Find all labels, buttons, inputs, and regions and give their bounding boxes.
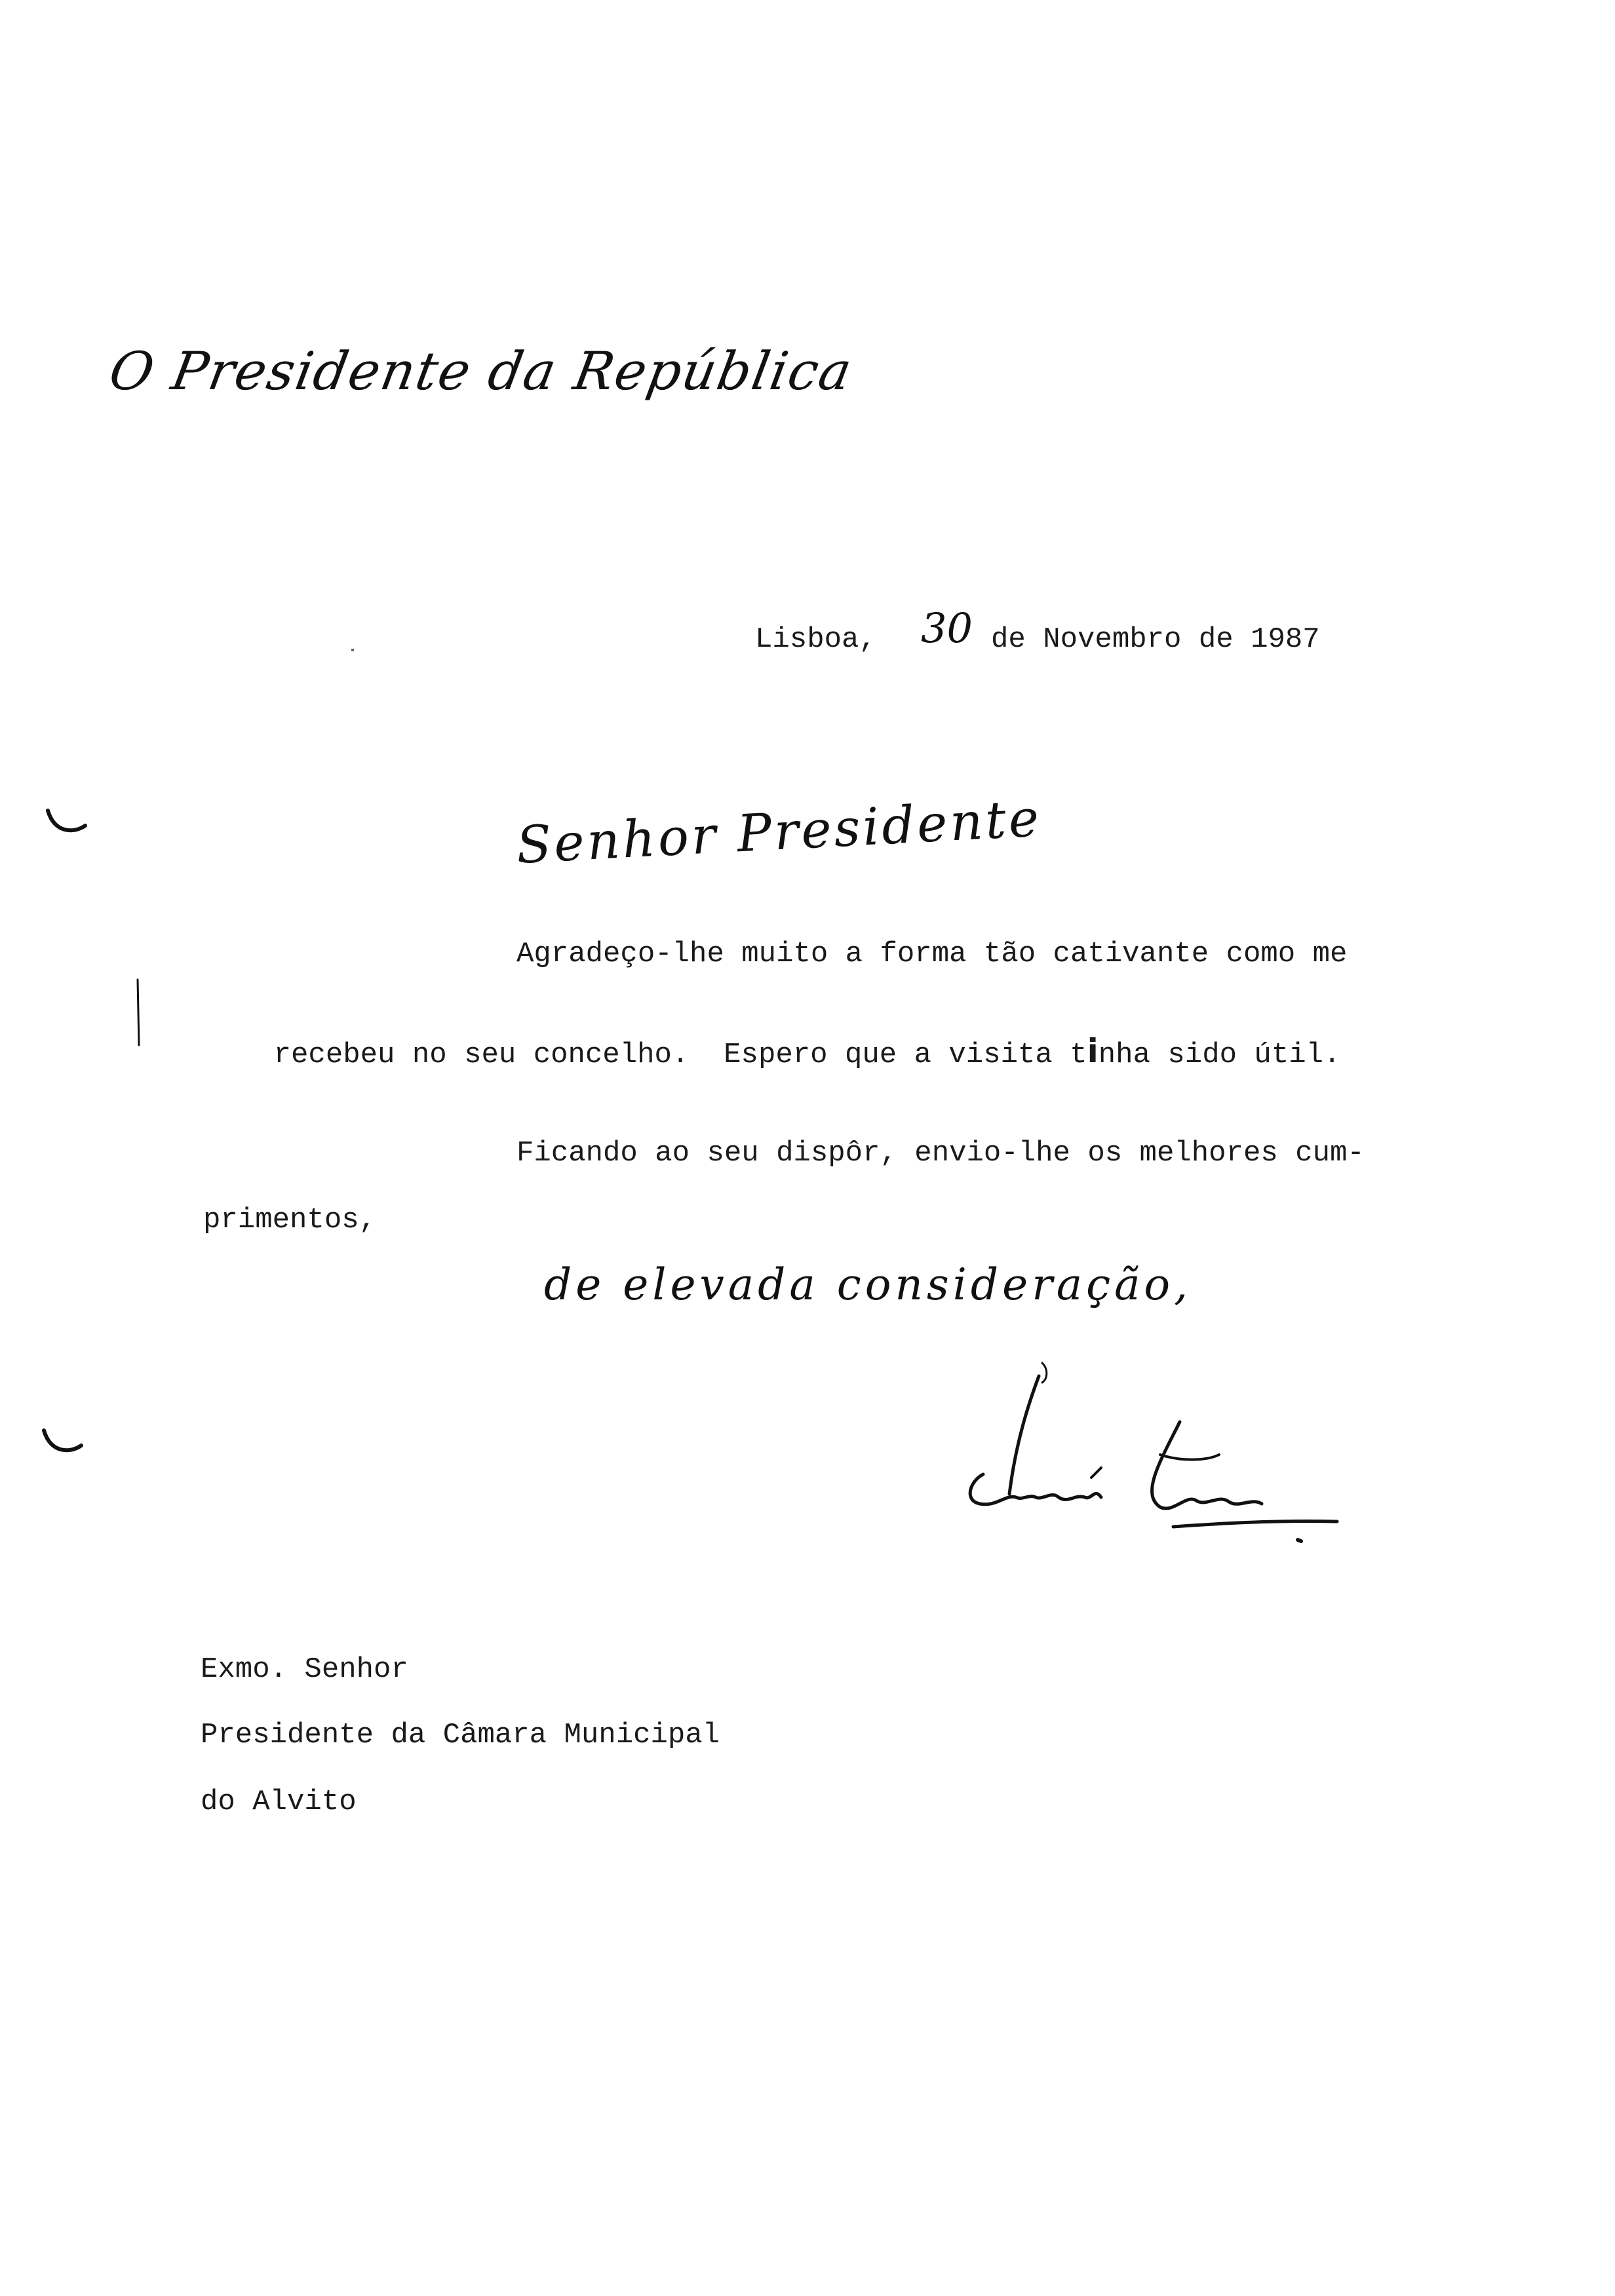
body-p2-line2: primentos,: [203, 1204, 377, 1236]
stray-dot: [351, 649, 354, 651]
body-p1-line2: [204, 1006, 1340, 1098]
margin-mark-top: [45, 807, 90, 840]
body-p1-line2-end: nha sido útil.: [1098, 1039, 1341, 1071]
place: Lisboa,: [755, 623, 876, 656]
handwritten-correction: i: [1087, 1032, 1099, 1070]
recipient-line1: Exmo. Senhor: [201, 1653, 408, 1686]
recipient-line3: do Alvito: [201, 1786, 357, 1818]
date-day-handwritten: 30: [921, 604, 973, 652]
signature: [944, 1363, 1363, 1559]
letterhead: O Presidente da República: [105, 341, 858, 402]
body-p1-line2-start: recebeu no seu concelho. Espero que a visita t: [273, 1039, 1087, 1071]
margin-mark-bottom: [41, 1427, 87, 1460]
body-p2-line1: Ficando ao seu dispôr, envio-lhe os melhores cum-: [516, 1137, 1365, 1170]
date-month-year: de Novembro de 1987: [991, 623, 1320, 656]
closing-handwritten: de elevada consideração,: [544, 1259, 1192, 1310]
salutation-handwritten: Senhor Presidente: [515, 789, 1043, 875]
body-p1-line1: Agradeço-lhe muito a forma tão cativante como me: [516, 938, 1348, 970]
margin-bar: [132, 976, 146, 1048]
recipient-line2: Presidente da Câmara Municipal: [201, 1719, 720, 1751]
